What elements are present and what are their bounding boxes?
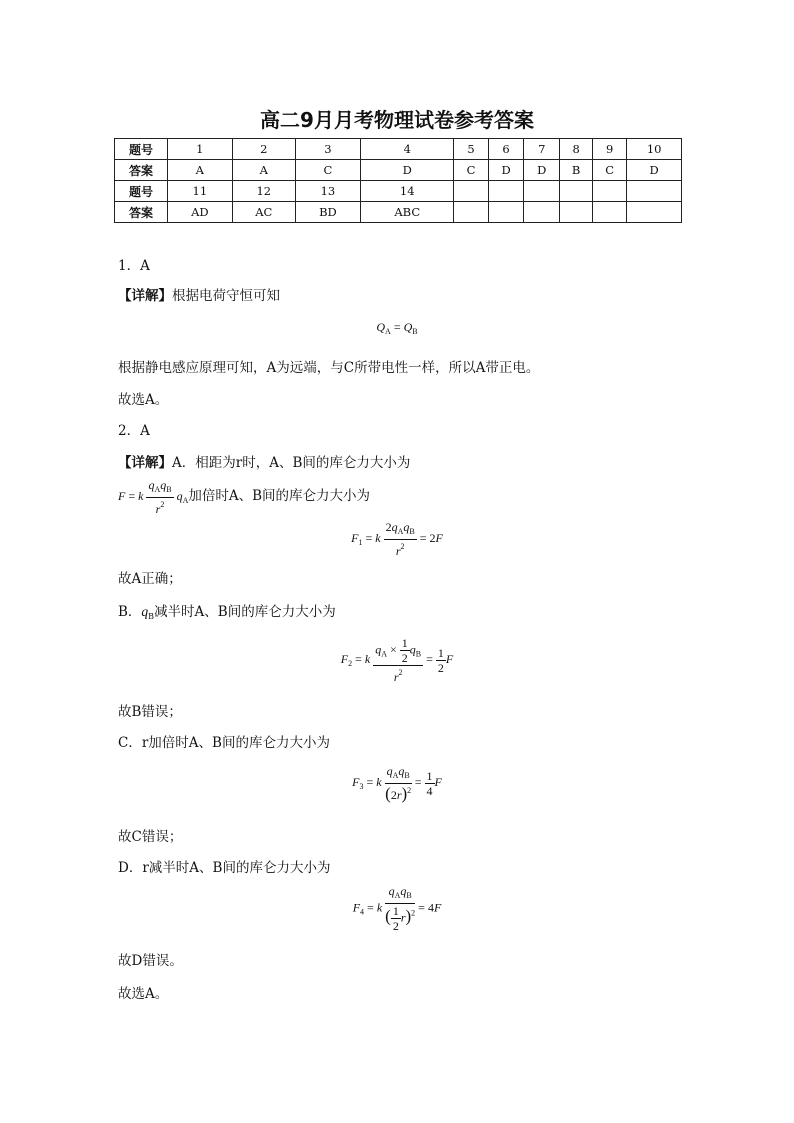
table-cell: 1 — [168, 139, 233, 160]
q2-result-d: 故D错误。 — [118, 953, 183, 969]
table-cell: 2 — [232, 139, 295, 160]
q2-formula-f2: $F_2 = k$ $q_A$ × $\frac{1}{2}$ $q_B$ $r^2$ = $\frac{1}{2}$ F — [340, 636, 454, 684]
table-cell: 14 — [361, 181, 454, 202]
option-a-text: A．相距为r时，A、B间的库仑力大小为 — [172, 455, 411, 471]
q1-formula: $Q_A = Q_B$ — [376, 320, 418, 336]
table-cell — [488, 202, 524, 223]
table-cell: B — [560, 160, 593, 181]
table-cell: ABC — [361, 202, 454, 223]
table-cell: AD — [168, 202, 233, 223]
table-cell: 3 — [295, 139, 360, 160]
q2-conclusion: 故选A。 — [118, 986, 169, 1002]
table-cell: 13 — [295, 181, 360, 202]
q2-formula-f4: $F_4 = k$ $q_Aq_B$ ( $\frac{1}{2}$ r)$^2$ = 4F — [352, 884, 442, 933]
q2-formula-f: F = k $\frac{q_Aq_B}{r^2}$ $q_A$加倍时A、B间的库仑力大小为 — [118, 478, 371, 516]
page-title: 高二9月月考物理试卷参考答案 — [260, 108, 534, 132]
table-cell — [454, 202, 488, 223]
header-label: 题号 — [115, 139, 168, 160]
table-row — [115, 202, 682, 223]
q1-text2: 根据静电感应原理可知，A为远端，与C所带电性一样，所以A带正电。 — [118, 360, 540, 376]
table-cell: D — [524, 160, 560, 181]
q2-option-b: B．$q_B$减半时A、B间的库仑力大小为 — [118, 604, 336, 621]
q2-formula-f1: $F_1 = k$ $\frac{2q_Aq_B}{r^2}$ = 2F — [351, 520, 443, 558]
table-cell: 6 — [488, 139, 524, 160]
table-cell: A — [168, 160, 233, 181]
table-cell — [627, 202, 682, 223]
q2-option-a — [118, 451, 410, 471]
q1-detail — [118, 284, 280, 304]
q2-result-a: 故A正确； — [118, 571, 182, 587]
table-cell: D — [488, 160, 524, 181]
table-cell: D — [361, 160, 454, 181]
table-cell: 12 — [232, 181, 295, 202]
q2-formula-f3: $F_3 = k$ $\frac{q_Aq_B}{(2r)^2}$ = $\frac{1}{4}$ F — [352, 764, 442, 803]
table-cell: 10 — [627, 139, 682, 160]
table-cell: 8 — [560, 139, 593, 160]
q2-heading: 2．A — [118, 423, 150, 439]
q2-option-d: D．r减半时A、B间的库仑力大小为 — [118, 860, 331, 876]
q2-result-c: 故C错误； — [118, 829, 183, 845]
table-cell: 4 — [361, 139, 454, 160]
table-cell: BD — [295, 202, 360, 223]
detail-tag: 【详解】 — [118, 455, 172, 471]
header-label: 题号 — [115, 181, 168, 202]
table-cell — [627, 181, 682, 202]
q2-result-b: 故B错误； — [118, 704, 182, 720]
table-row — [115, 139, 682, 160]
answer-label: 答案 — [115, 160, 168, 181]
table-cell: 5 — [454, 139, 488, 160]
answer-label: 答案 — [115, 202, 168, 223]
q1-heading: 1．A — [118, 258, 150, 274]
table-cell — [593, 202, 627, 223]
table-cell: C — [295, 160, 360, 181]
table-cell: A — [232, 160, 295, 181]
table-cell: C — [454, 160, 488, 181]
table-row — [115, 181, 682, 202]
table-cell: AC — [232, 202, 295, 223]
table-cell — [593, 181, 627, 202]
table-cell — [524, 202, 560, 223]
answer-table — [114, 138, 682, 223]
table-cell — [454, 181, 488, 202]
q2-option-c: C．r加倍时A、B间的库仑力大小为 — [118, 735, 330, 751]
table-cell — [560, 202, 593, 223]
table-cell: 9 — [593, 139, 627, 160]
table-cell: C — [593, 160, 627, 181]
table-cell: D — [627, 160, 682, 181]
table-cell: 7 — [524, 139, 560, 160]
q1-conclusion: 故选A。 — [118, 392, 169, 408]
table-cell — [488, 181, 524, 202]
detail-tag: 【详解】 — [118, 288, 172, 304]
table-cell — [560, 181, 593, 202]
table-row — [115, 160, 682, 181]
table-cell — [524, 181, 560, 202]
table-cell: 11 — [168, 181, 233, 202]
option-a-text2: 加倍时A、B间的库仑力大小为 — [188, 487, 371, 504]
detail-text: 根据电荷守恒可知 — [172, 288, 280, 304]
